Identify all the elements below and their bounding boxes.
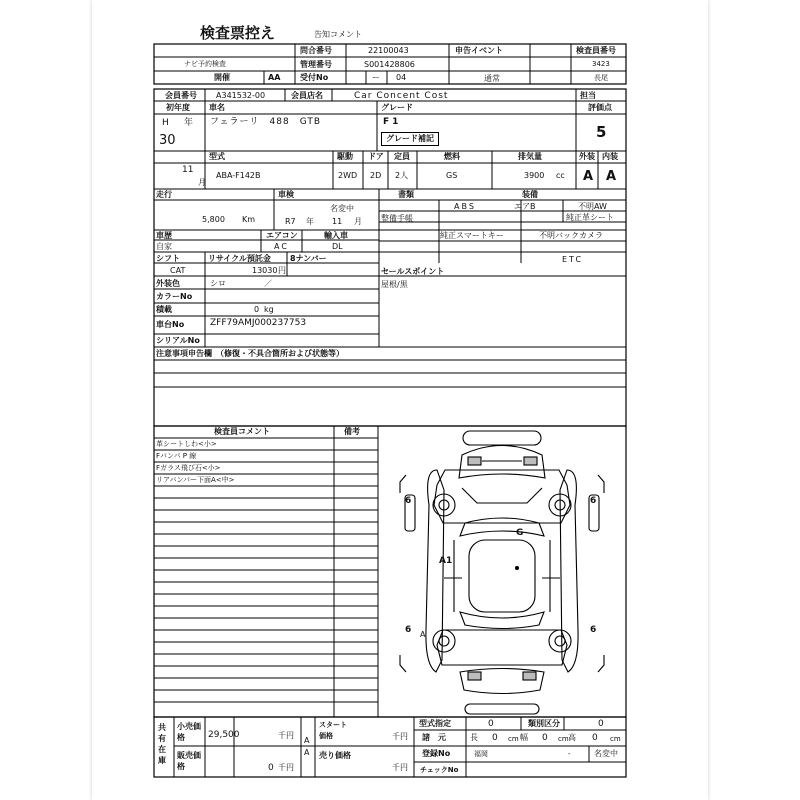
consignee-label: 共有在庫: [158, 723, 166, 765]
inquiry-no: 22100043: [368, 46, 409, 55]
report-event-label: 申告イベント: [455, 46, 503, 55]
grade-supp-label: グレード補記: [381, 132, 439, 146]
inspector-no-label: 検査員番号: [576, 46, 616, 55]
equip-aw: 不明AW: [578, 202, 607, 211]
grade-label: グレード: [381, 103, 413, 112]
equip-etc: ETC: [562, 255, 584, 264]
color-no-label: カラーNo: [156, 292, 193, 301]
comment-line: Fバンパ P 線: [156, 452, 197, 460]
width-label: 幅: [520, 733, 528, 742]
exterior-label: 外装: [579, 152, 595, 161]
category: 0: [598, 719, 604, 729]
mileage-unit: Km: [242, 215, 256, 224]
inspector-name: 長尾: [594, 74, 608, 82]
load-label: 積載: [156, 305, 172, 314]
exterior-grade: A: [583, 169, 594, 184]
door: 2D: [370, 171, 382, 180]
color-label: 外装色: [156, 279, 180, 288]
model-label: 型式: [209, 152, 225, 161]
height: 0: [592, 733, 598, 743]
inspection-month-suffix: 月: [354, 217, 362, 226]
reg-era: H: [162, 118, 169, 128]
inquiry-label: 問合番号: [300, 46, 332, 55]
load: 0: [254, 305, 260, 314]
equip-smartkey: 純正スマートキー: [440, 231, 504, 240]
car-diagram: [400, 431, 604, 714]
damage-mark: 6: [590, 625, 597, 635]
reception-no: 04: [396, 73, 407, 82]
fuel: GS: [446, 171, 458, 180]
notes-label: 注意事項申告欄 （修復・不具合箇所および状態等）: [156, 349, 344, 358]
equip-camera: 不明バックカメラ: [539, 231, 603, 240]
car-name: フェラーリ 488 GTB: [210, 117, 322, 127]
type-spec-label: 型式指定: [419, 719, 451, 728]
length-label: 長: [470, 733, 478, 742]
eight-label: 8ナンバー: [290, 254, 327, 263]
manage-label: 管理番号: [300, 60, 332, 69]
grade: F1: [383, 117, 402, 127]
sale-unit: 千円: [278, 763, 294, 772]
damage-mark: A1: [439, 556, 453, 566]
held-value: AA: [268, 73, 281, 82]
inspection-year-suffix: 年: [306, 217, 314, 226]
history-label: 車歴: [156, 231, 172, 240]
charge-label: 担当: [580, 91, 596, 100]
width-unit: cm: [558, 735, 569, 743]
remarks-label: 備考: [344, 427, 360, 436]
shift: CAT: [170, 266, 186, 275]
check-label: チェックNo: [420, 766, 459, 774]
reservation: ナビ予約検査: [184, 60, 226, 68]
equipment-label: 装備: [522, 190, 538, 199]
held-label: 開催: [214, 73, 230, 82]
reg-dash: -: [568, 750, 571, 758]
model: ABA-F142B: [216, 171, 261, 180]
displacement: 3900: [524, 171, 545, 180]
name-label: 車名: [209, 103, 225, 112]
damage-mark: 6: [405, 625, 412, 635]
doc-status: 名変中: [330, 204, 354, 213]
length: 0: [492, 733, 498, 743]
inspection-month: 11: [332, 217, 343, 226]
store-label: 会員店名: [291, 91, 323, 100]
equip-abs: ABS: [454, 202, 476, 211]
specs-label: 諸 元: [422, 733, 446, 742]
notice-label: 告知コメント: [314, 30, 362, 39]
interior-label: 内装: [602, 152, 618, 161]
category-label: 類別区分: [528, 719, 560, 728]
chassis-label: 車台No: [156, 320, 185, 329]
load-unit: kg: [264, 305, 274, 314]
height-unit: cm: [610, 735, 621, 743]
ac-label: エアコン: [266, 231, 298, 240]
sales-point-label: セールスポイント: [381, 267, 445, 276]
reg-status: 名変中: [594, 749, 618, 758]
start-unit: 千円: [392, 732, 408, 741]
length-unit: cm: [508, 735, 519, 743]
door-label: ドア: [368, 152, 384, 161]
first-reg-label: 初年度: [166, 103, 190, 112]
page-title: 検査票控え: [200, 24, 276, 42]
reception-dash: ー: [372, 73, 380, 82]
capacity: 2人: [395, 171, 409, 180]
sell-label: 売り価格: [319, 751, 351, 760]
inspection-sheet: [92, 0, 708, 800]
recycle: 13030: [252, 266, 278, 275]
reg-month: 11: [182, 165, 194, 175]
ac: AC: [274, 242, 289, 251]
displacement-unit: cc: [556, 171, 565, 180]
small-sale-label: 小売価格: [177, 722, 201, 742]
type-spec: 0: [488, 719, 494, 729]
serial-label: シリアルNo: [156, 336, 200, 345]
damage-mark: 6: [590, 496, 597, 506]
store-name: Car Concent Cost: [354, 91, 449, 101]
reg-label: 登録No: [422, 749, 451, 758]
reg-month-suffix: 月: [198, 178, 206, 187]
damage-mark: A: [420, 630, 426, 639]
auction-flag: A: [304, 748, 310, 757]
recycle-unit: 円: [278, 266, 286, 275]
member-no: A341532-00: [216, 91, 266, 100]
documents-label: 書類: [398, 190, 414, 199]
comments-title: 検査員コメント: [214, 427, 270, 436]
start-label: スタート価格: [319, 721, 347, 740]
equip-leather: 純正革シート: [566, 213, 614, 222]
capacity-label: 定員: [394, 152, 410, 161]
inspection-era: R7: [285, 217, 296, 226]
interior-grade: A: [606, 169, 617, 184]
manage-no: S001428806: [364, 60, 415, 69]
small-sale-unit: 千円: [278, 731, 294, 740]
import-label: 輸入車: [324, 231, 348, 240]
doc-maintenance: 整備手帳: [381, 214, 413, 223]
reg-region: 福岡: [474, 750, 488, 758]
reg-year: 30: [159, 133, 176, 148]
inspection-label: 車検: [278, 190, 294, 199]
reception-label: 受付No: [300, 73, 329, 82]
sell-unit: 千円: [392, 763, 408, 772]
damage-mark: G: [516, 528, 524, 538]
score-label: 評価点: [588, 103, 612, 112]
mileage-label: 走行: [156, 190, 172, 199]
equip-airbag: エアB: [514, 202, 536, 211]
event-value: 通常: [484, 74, 500, 83]
score: 5: [596, 123, 607, 141]
auction-flag: A: [304, 736, 310, 745]
height-label: 高: [568, 733, 576, 742]
import: DL: [332, 242, 343, 251]
history: 自家: [156, 242, 172, 251]
color-slash: ／: [264, 279, 272, 288]
sales-point: 屋根/黒: [381, 280, 408, 289]
comment-line: Fガラス飛び石<小>: [156, 464, 221, 472]
chassis-no: ZFF79AMJ000237753: [210, 318, 307, 328]
damage-mark: 6: [405, 496, 412, 506]
mileage: 5,800: [202, 215, 225, 224]
width: 0: [542, 733, 548, 743]
drive-label: 駆動: [337, 152, 353, 161]
displacement-label: 排気量: [518, 152, 542, 161]
recycle-label: リサイクル預託金: [208, 254, 271, 263]
reg-year-suffix: 年: [184, 118, 194, 128]
sale-price: 0: [268, 763, 274, 773]
member-no-label: 会員番号: [165, 91, 197, 100]
comment-line: リアバンパー下面A<中>: [156, 476, 235, 484]
comment-line: 革シートしわ<小>: [156, 440, 217, 448]
sale-label: 販売価格: [177, 751, 201, 771]
small-sale-price: 29,500: [208, 730, 240, 740]
drive: 2WD: [338, 171, 358, 180]
fuel-label: 燃料: [444, 152, 460, 161]
inspector-no: 3423: [592, 60, 610, 68]
shift-label: シフト: [156, 254, 180, 263]
color: シロ: [210, 279, 226, 288]
